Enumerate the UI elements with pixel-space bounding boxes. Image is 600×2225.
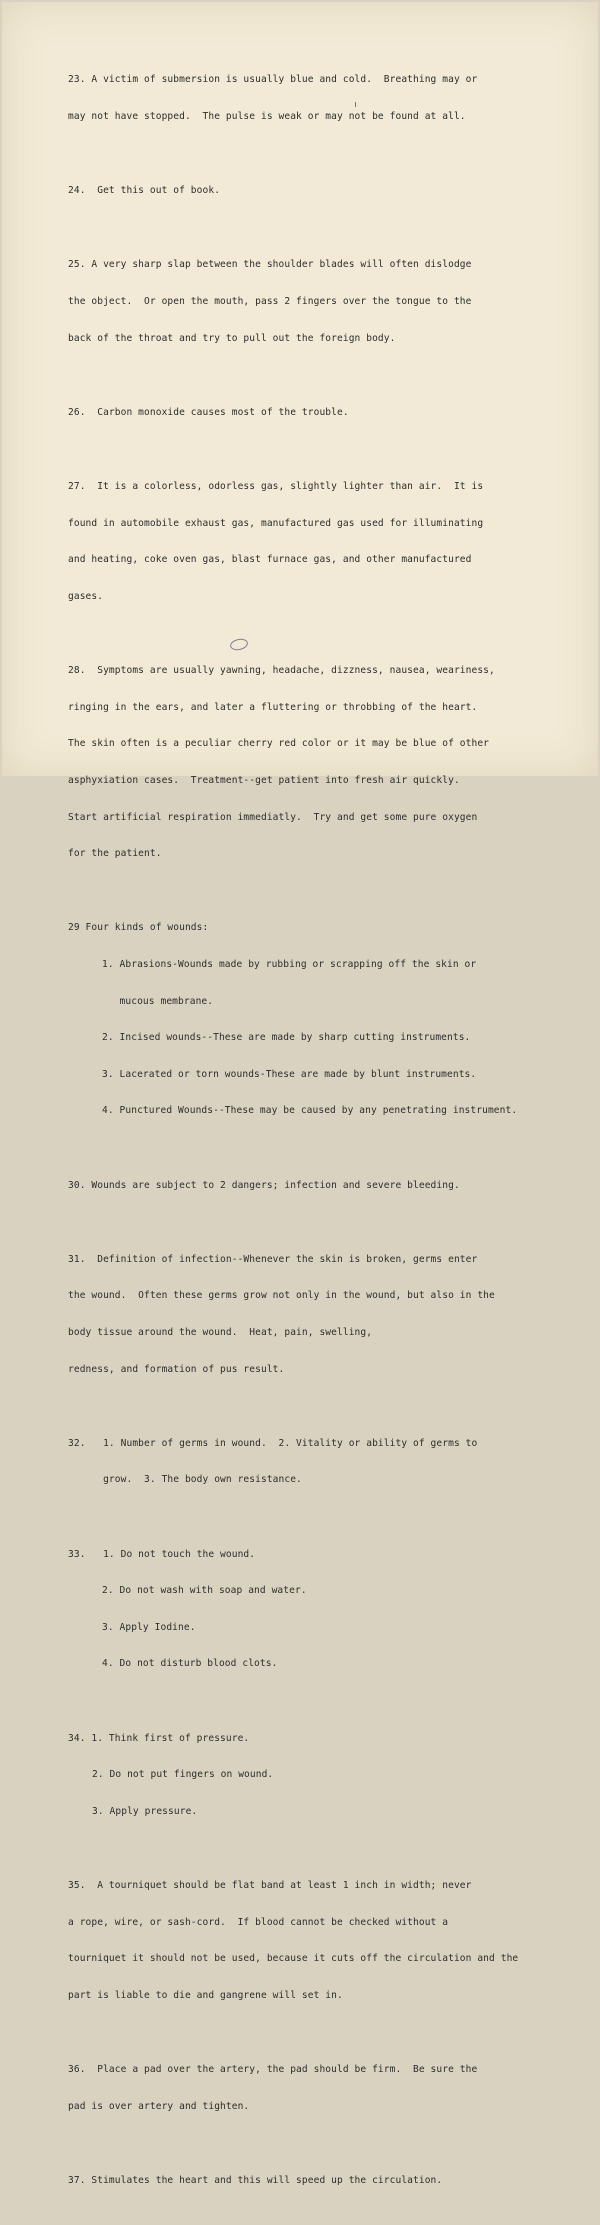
item-36 <box>68 2040 590 2138</box>
list-item: 4. Do not disturb blood clots. <box>102 1658 278 1670</box>
text-line: Start artificial respiration immediatly. Try and get some pure oxygen <box>68 811 478 823</box>
item-31 <box>68 1229 590 1400</box>
list-item: 1. Abrasions-Wounds made by rubbing or scrapping off the skin or <box>102 958 477 970</box>
item-34 <box>68 1708 590 1842</box>
text-line: 31. Definition of infection--Whenever the skin is broken, germs enter <box>68 1253 478 1265</box>
text-line: pad is over artery and tighten. <box>68 2100 250 2112</box>
text-line: The skin often is a peculiar cherry red color or it may be blue of other <box>68 738 490 750</box>
item-33 <box>68 1524 590 1695</box>
text-line: and heating, coke oven gas, blast furnace gas, and other manufactured <box>68 554 472 566</box>
text-line: asphyxiation cases. Treatment--get patient into fresh air quickly. <box>68 774 460 786</box>
item-29 <box>68 898 590 1142</box>
list-item: 2. Do not put fingers on wound. <box>92 1769 274 1781</box>
item-24 <box>68 161 590 222</box>
text-line: 30. Wounds are subject to 2 dangers; infection and severe bleeding. <box>68 1179 460 1191</box>
text-line: 26. Carbon monoxide causes most of the trouble. <box>68 406 349 418</box>
text-line: tourniquet it should not be used, because it cuts off the circulation and the <box>68 1953 519 1965</box>
item-35 <box>68 1856 590 2027</box>
typed-text-body <box>68 50 590 2225</box>
text-line: back of the throat and try to pull out the foreign body. <box>68 332 396 344</box>
text-line: part is liable to die and gangrene will set in. <box>68 1989 343 2001</box>
text-line: 32. 1. Number of germs in wound. 2. Vitality or ability of germs to <box>68 1437 478 1449</box>
item-27 <box>68 457 590 628</box>
text-line: the wound. Often these germs grow not only in the wound, but also in the <box>68 1290 495 1302</box>
text-line: 28. Symptoms are usually yawning, headache, dizzness, nausea, weariness, <box>68 665 495 677</box>
list-item: 3. Apply pressure. <box>92 1805 198 1817</box>
item-32 <box>68 1413 590 1511</box>
text-line: 24. Get this out of book. <box>68 185 221 197</box>
text-line: may not have stopped. The pulse is weak or may not be found at all. <box>68 111 466 123</box>
text-line: 35. A tourniquet should be flat band at least 1 inch in width; never <box>68 1880 472 1892</box>
text-line: 27. It is a colorless, odorless gas, slightly lighter than air. It is <box>68 481 484 493</box>
list-heading: 29 Four kinds of wounds: <box>68 922 209 934</box>
item-28 <box>68 641 590 885</box>
text-line: the object. Or open the mouth, pass 2 fingers over the tongue to the <box>68 296 472 308</box>
item-37 <box>68 2151 590 2212</box>
item-26 <box>68 382 590 443</box>
list-heading: 34. 1. Think first of pressure. <box>68 1732 250 1744</box>
list-item: 2. Do not wash with soap and water. <box>102 1585 307 1597</box>
list-item: 4. Punctured Wounds--These may be caused by any penetrating instrument. <box>102 1105 518 1117</box>
text-line: redness, and formation of pus result. <box>68 1363 285 1375</box>
text-line: ringing in the ears, and later a fluttering or throbbing of the heart. <box>68 701 478 713</box>
text-line: found in automobile exhaust gas, manufactured gas used for illuminating <box>68 517 484 529</box>
item-23 <box>68 50 590 148</box>
list-item: mucous membrane. <box>102 995 214 1007</box>
item-30 <box>68 1155 590 1216</box>
document-page <box>2 2 598 2186</box>
item-25 <box>68 235 590 369</box>
list-heading: 33. 1. Do not touch the wound. <box>68 1548 256 1560</box>
text-line: 25. A very sharp slap between the shoulder blades will often dislodge <box>68 259 472 271</box>
list-item: 2. Incised wounds--These are made by sharp cutting instruments. <box>102 1032 471 1044</box>
text-line: grow. 3. The body own resistance. <box>68 1474 302 1486</box>
text-line: gases. <box>68 590 104 602</box>
list-item: 3. Lacerated or torn wounds-These are made by blunt instruments. <box>102 1068 477 1080</box>
text-line: body tissue around the wound. Heat, pain, swelling, <box>68 1327 373 1338</box>
text-line: for the patient. <box>68 848 162 860</box>
text-line: a rope, wire, or sash-cord. If blood cannot be checked without a <box>68 1916 449 1928</box>
text-line: 36. Place a pad over the artery, the pad should be firm. Be sure the <box>68 2064 478 2076</box>
text-line: 23. A victim of submersion is usually blue and cold. Breathing may or <box>68 74 478 86</box>
text-line: 37. Stimulates the heart and this will speed up the circulation. <box>68 2174 443 2186</box>
list-item: 3. Apply Iodine. <box>102 1621 196 1633</box>
